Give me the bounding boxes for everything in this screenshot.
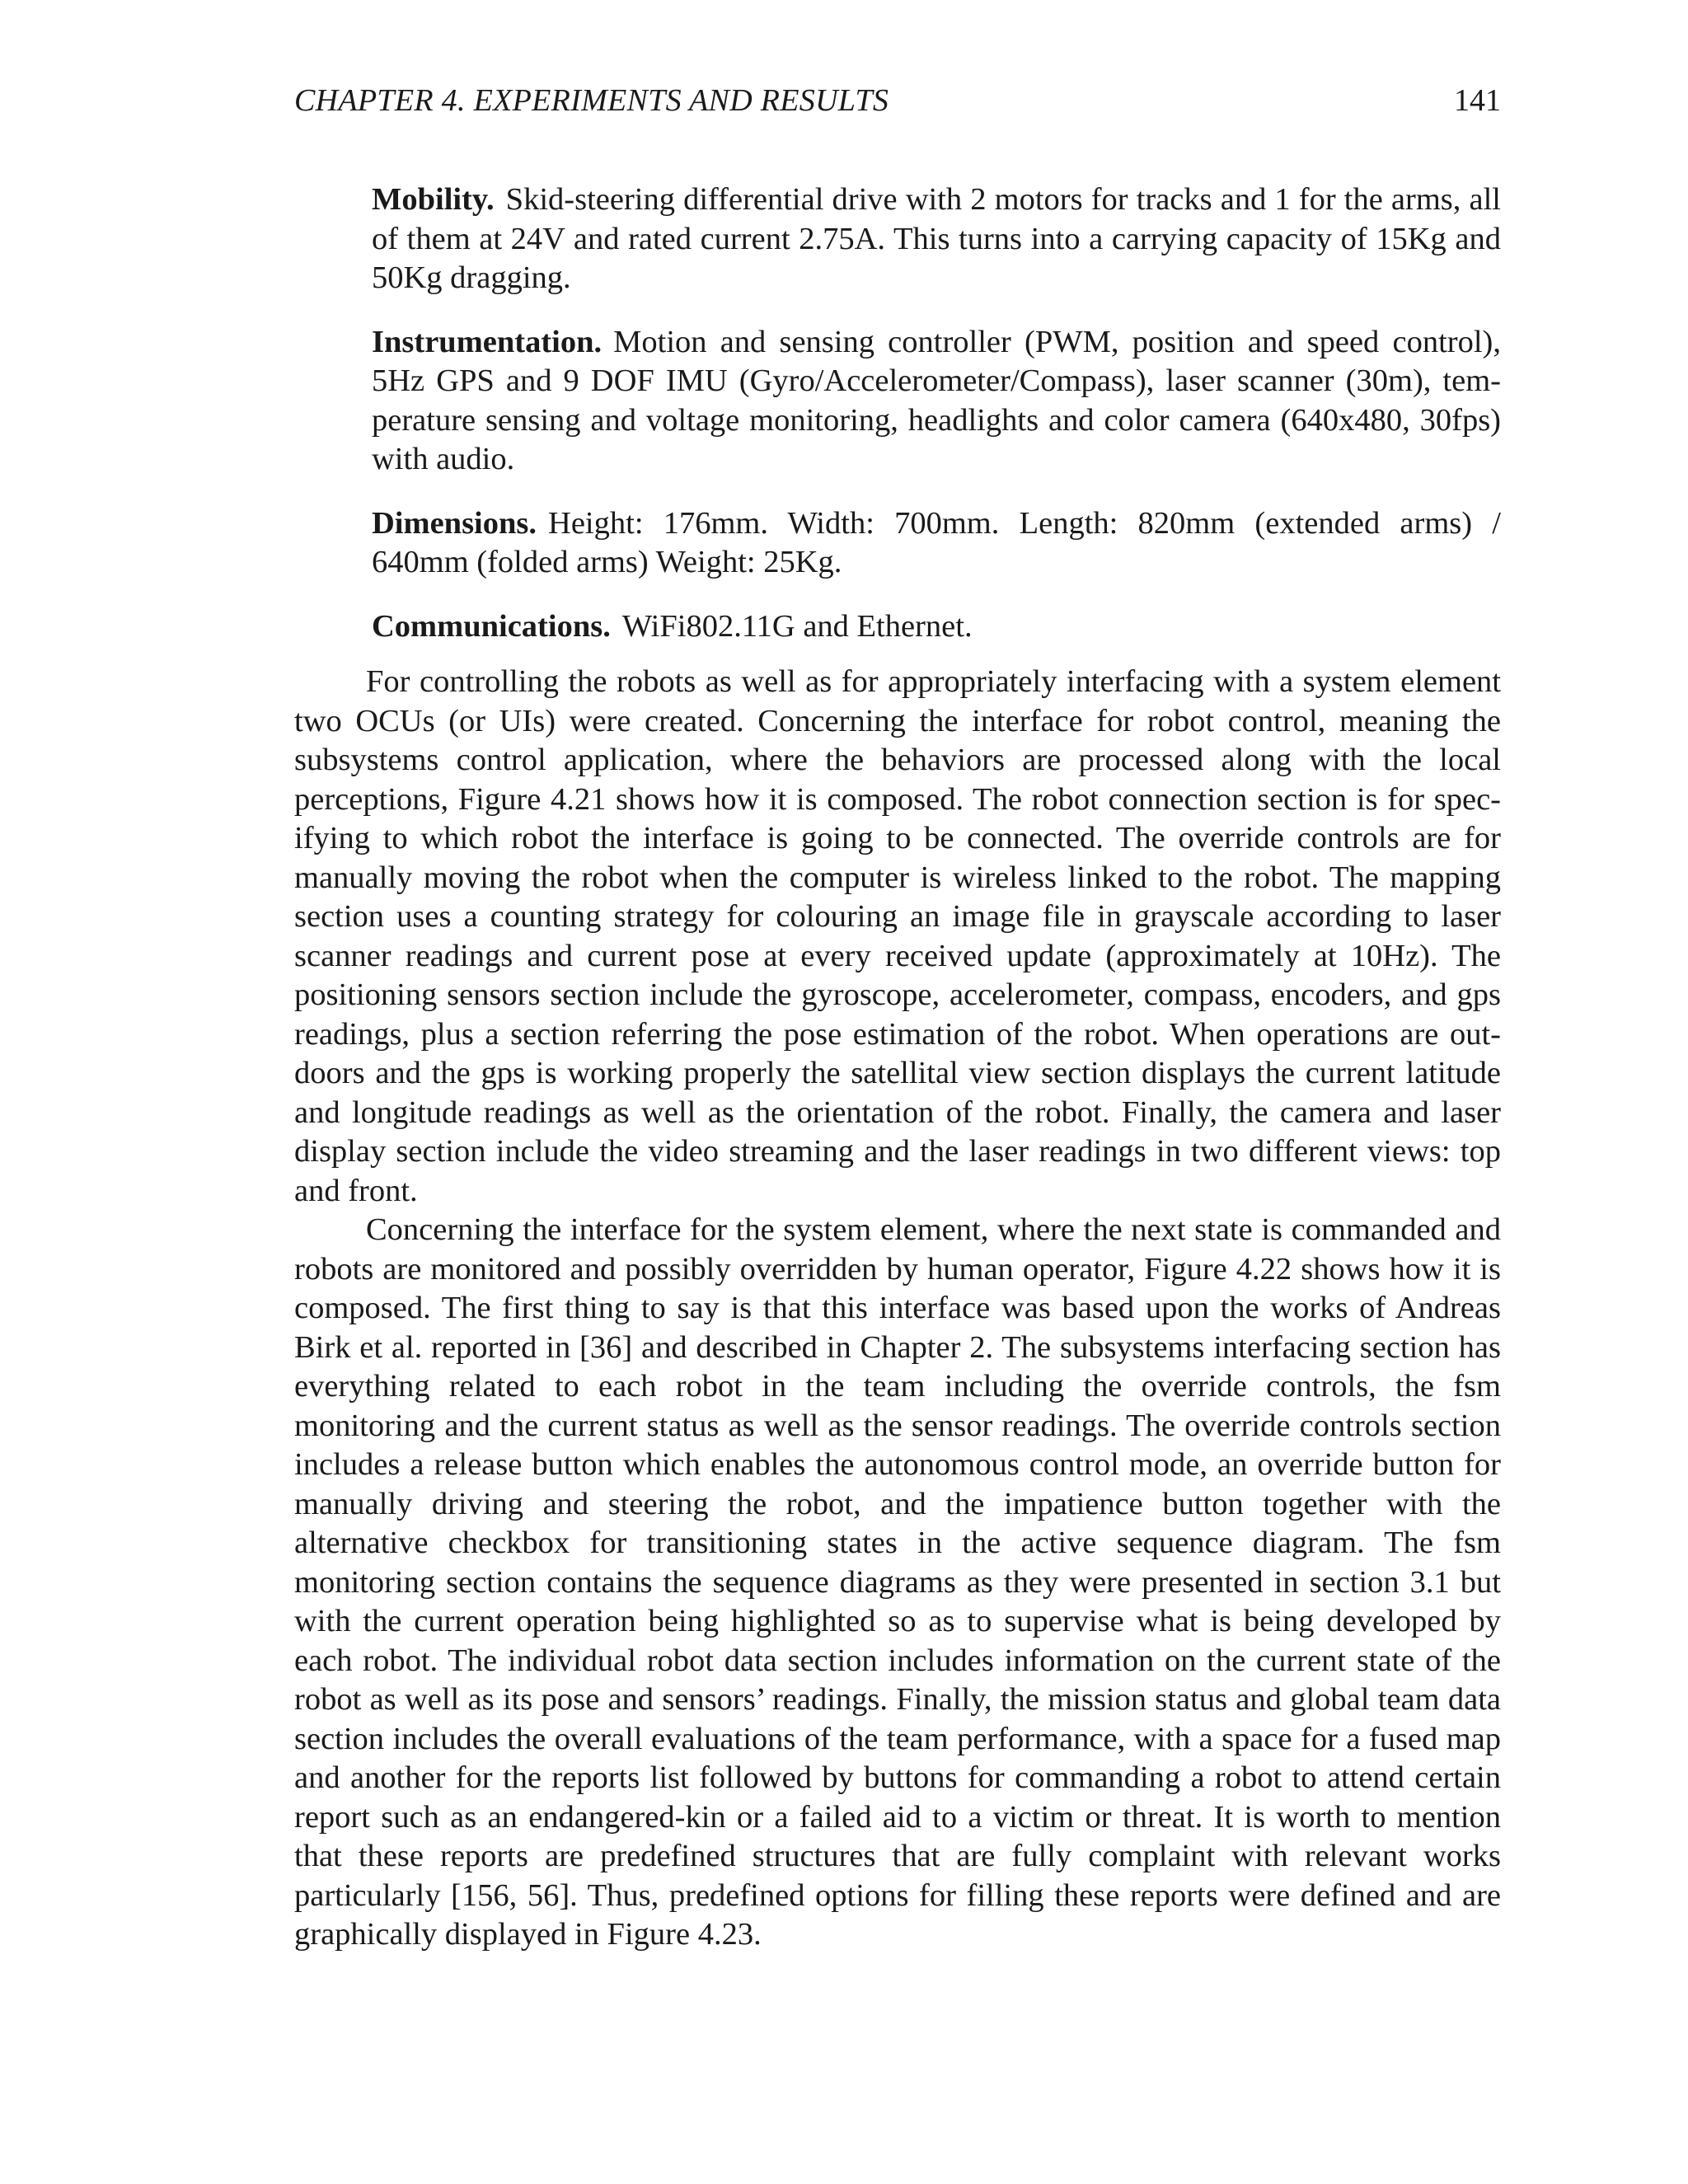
spec-term: Communications.: [372, 608, 611, 644]
chapter-title: CHAPTER 4. EXPERIMENTS AND RESULTS: [294, 83, 889, 118]
spec-item-mobility: [372, 180, 1501, 298]
spec-item-communications: [372, 607, 1501, 647]
running-header: [294, 79, 1501, 122]
paragraph-system-element-interface: Concerning the interface for the system element, where the next state is commanded and robots are monitored and possibly overridden by human operator, Figure 4.22 shows how it is composed. The first thing to say is that this interface was based upon the works of Andreas Birk et al. reported in [36] and described in Chapter 2. The subsystems interfacing section has everything related to each robot in the team including the override controls, the fsm monitoring and the current status as well as the sensor readings. The override controls section includes a release button which enables the autonomous control mode, an override button for manually driving and steering the robot, and the impatience button together with the alternative checkbox for transitioning states in the active sequence diagram. The fsm monitoring section contains the sequence diagrams as they were presented in section 3.1 but with the current operation being highlighted so as to supervise what is being developed by each robot. The individual robot data section includes information on the current state of the robot as well as its pose and sensors’ readings. Finally, the mission status and global team data section includes the overall evaluations of the team performance, with a space for a fused map and another for the reports list followed by buttons for commanding a robot to attend certain report such as an endangered-kin or a failed aid to a victim or threat. It is worth to mention that these reports are predefined structures that are fully complaint with relevant works particularly [156, 56]. Thus, predefined options for filling these reports were defined and are graphically displayed in Figure 4.23.: [294, 1212, 1501, 1952]
spec-description: Skid-steering differential drive with 2 motors for tracks and 1 for the arms, all of them at 24V and rated current 2.75A. This turns into a carrying capacity of 15Kg and 50Kg dragging.: [372, 182, 1501, 295]
spec-term: Dimensions.: [372, 505, 537, 541]
paragraph-robot-control-interface: For controlling the robots as well as for appropriately interfacing with a system element two OCUs (or UIs) were created. Concerning the interface for robot control, meaning the subsystems control application, where the behaviors are processed along with the local perceptions, Figure 4.21 shows how it is composed. The robot connection section is for specifying to which robot the interface is going to be connected. The override controls are for manually moving the robot when the computer is wireless linked to the robot. The mapping section uses a counting strategy for colouring an image file in grayscale according to laser scanner readings and current pose at every received update (approximately at 10Hz). The positioning sensors section include the gyroscope, accelerometer, compass, encoders, and gps readings, plus a section referring the pose estimation of the robot. When operations are outdoors and the gps is working properly the satellital view section displays the current latitude and longitude readings as well as the orientation of the robot. Finally, the camera and laser display section include the video streaming and the laser readings in two different views: top and front.: [294, 664, 1501, 1208]
spec-item-instrumentation: [372, 323, 1501, 480]
spec-description: WiFi802.11G and Ethernet.: [621, 608, 973, 644]
spec-item-dimensions: [372, 504, 1501, 583]
page-number: 141: [1454, 83, 1501, 118]
specification-list: [372, 180, 1501, 671]
spec-term: Instrumentation.: [372, 324, 603, 359]
spec-term: Mobility.: [372, 182, 495, 217]
spec-description: Height: 176mm. Width: 700mm. Length: 820mm (extended arms) / 640mm (folded arms) Weight: 25Kg.: [372, 505, 1501, 579]
spec-description: Motion and sensing controller (PWM, position and speed control), 5Hz GPS and 9 DOF IMU (Gyro/Accelerometer/Compass), laser scanner (30m), temperature sensing and voltage monitoring, headlights and color camera (640x480, 30fps) with audio.: [372, 324, 1501, 476]
body-text: [294, 663, 1501, 1955]
